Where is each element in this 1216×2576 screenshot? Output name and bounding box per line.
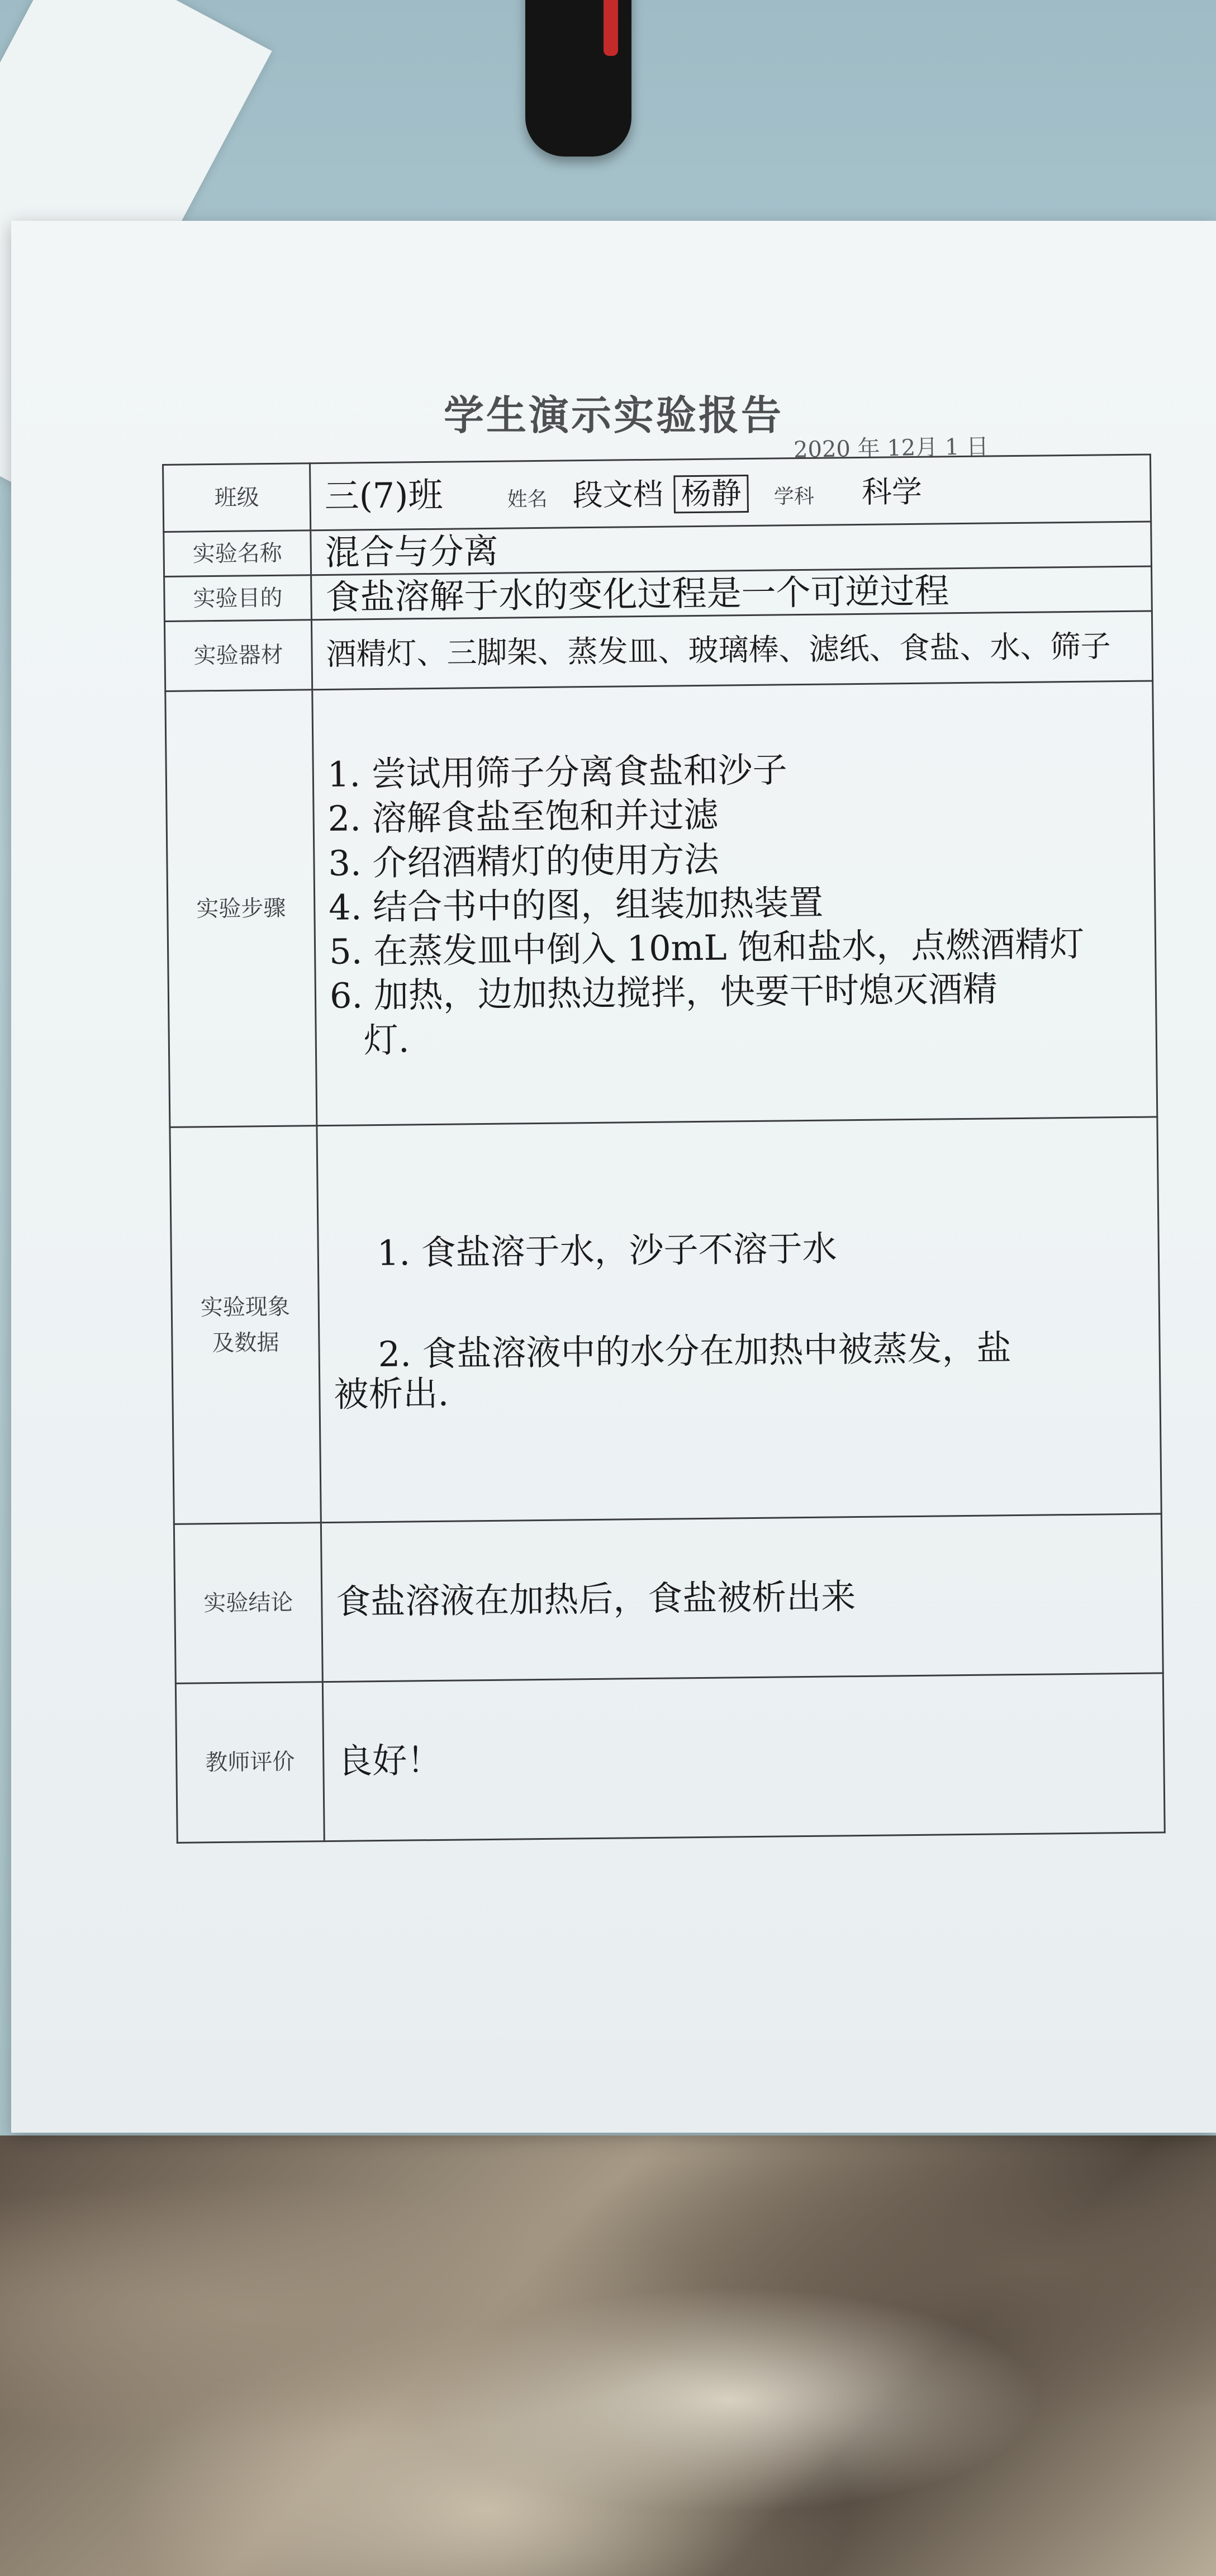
report-date: 2020 年 12月 1 日 (793, 433, 989, 463)
class-value: 三(7)班 (324, 474, 443, 517)
table-row (163, 454, 1151, 532)
name-label: 姓名 (507, 487, 548, 512)
step-item: 1. 尝试用筛子分离食盐和沙子 (327, 749, 788, 795)
floor-rug (0, 2135, 1216, 2576)
observation-content (317, 1117, 1161, 1523)
step-item: 5. 在蒸发皿中倒入 10mL 饱和盐水，点燃酒精灯 (329, 923, 1085, 973)
step-item: 3. 介绍酒精灯的使用方法 (328, 839, 719, 884)
observation-label-line: 及数据 (212, 1329, 279, 1356)
report-sheet (11, 221, 1216, 2133)
report-table (162, 453, 1166, 1843)
conclusion-label: 实验结论 (174, 1523, 322, 1684)
document-title: 学生演示实验报告 (443, 392, 783, 439)
table-row (170, 1117, 1161, 1524)
step-item: 灯. (363, 1019, 410, 1061)
observation-label (170, 1126, 321, 1524)
step-item: 2. 溶解食盐至饱和并过滤 (327, 794, 719, 840)
table-row (164, 611, 1152, 691)
equipment-label: 实验器材 (164, 620, 312, 692)
observation-item: 2. 食盐溶液中的水分在加热中被蒸发，盐 (378, 1327, 1011, 1375)
teacher-label: 教师评价 (175, 1682, 324, 1843)
steps-list (312, 681, 1157, 1126)
header-row-values (310, 454, 1151, 531)
name-value-1: 段文档 (572, 476, 663, 513)
subject-label: 学科 (773, 485, 815, 509)
subject-value: 科学 (861, 473, 923, 510)
purpose-label: 实验目的 (164, 575, 312, 622)
name-value-2: 杨静 (673, 475, 749, 513)
experiment-name-value: 混合与分离 (311, 522, 1152, 575)
experiment-name-label: 实验名称 (164, 531, 311, 577)
table-row (175, 1673, 1165, 1843)
observation-item: 被析出. (334, 1372, 449, 1415)
steps-label: 实验步骤 (165, 690, 317, 1128)
marker-pen (525, 0, 631, 157)
observation-item: 1. 食盐溶于水，沙子不溶于水 (377, 1227, 838, 1273)
table-row (165, 681, 1157, 1127)
purpose-value: 食盐溶解于水的变化过程是一个可逆过程 (311, 566, 1152, 620)
observation-label-line: 实验现象 (200, 1294, 291, 1320)
teacher-comment: 良好！ (322, 1673, 1165, 1841)
table-row (174, 1514, 1163, 1683)
equipment-value: 酒精灯、三脚架、蒸发皿、玻璃棒、滤纸、食盐、水、筛子 (311, 611, 1152, 690)
class-label: 班级 (163, 463, 311, 532)
step-item: 4. 结合书中的图，组装加热装置 (328, 882, 824, 928)
conclusion-value: 食盐溶液在加热后，食盐被析出来 (321, 1514, 1163, 1682)
step-item: 6. 加热，边加热边搅拌，快要干时熄灭酒精 (329, 968, 998, 1017)
